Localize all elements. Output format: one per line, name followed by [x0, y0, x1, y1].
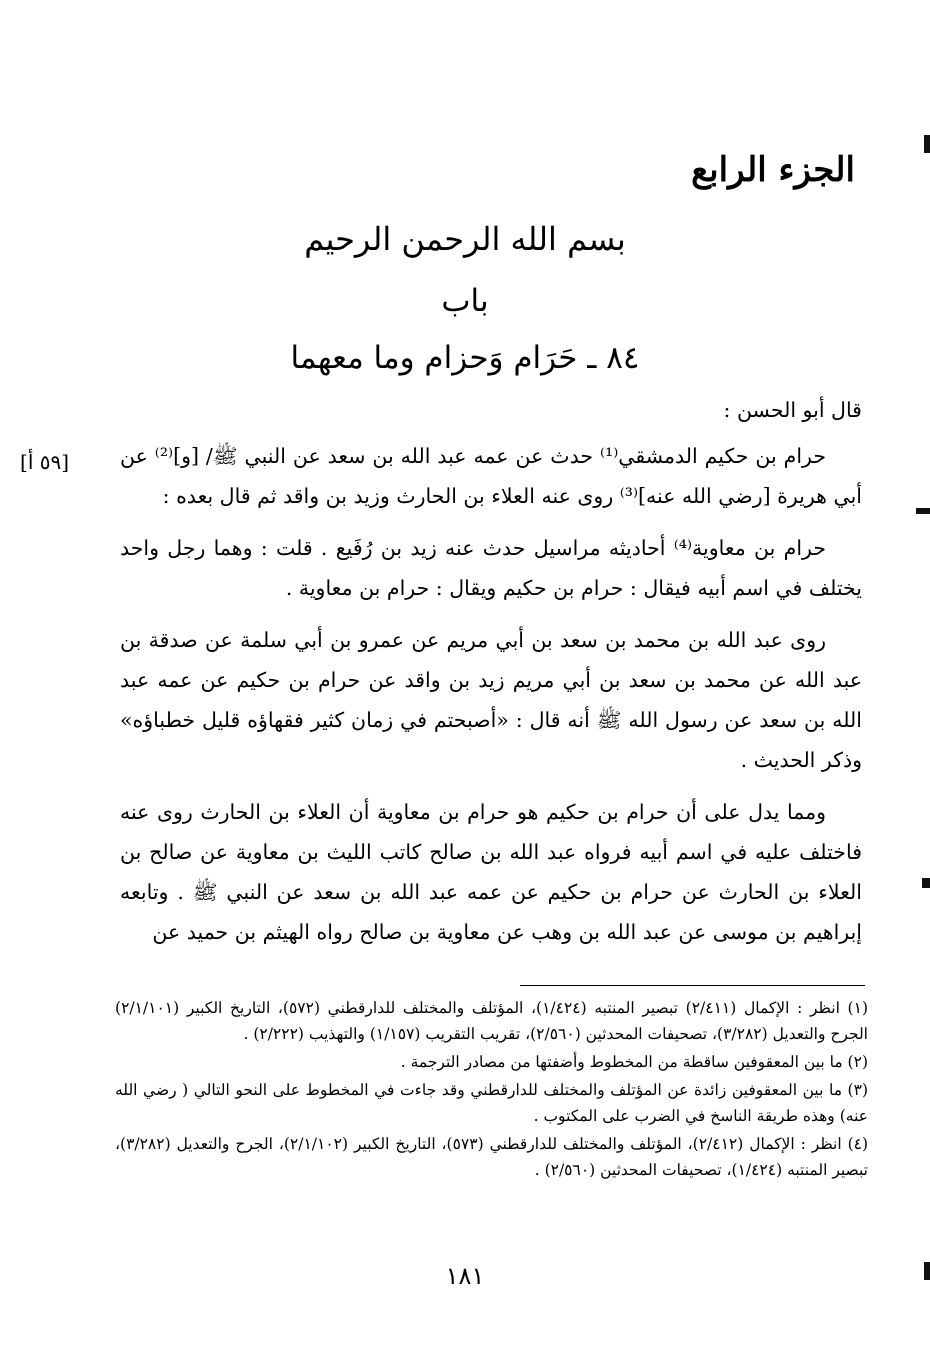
- main-text: [120, 390, 862, 952]
- basmala: بسم الله الرحمن الرحيم: [304, 220, 626, 258]
- footnote-4: (٤) انظر : الإكمال (٢/٤١٢)، المؤتلف والمختلف للدارقطني (٥٧٣)، التاريخ الكبير (٢/١/١٠٢)، الجرح والتعديل (٣/٢٨٢)، تبصير المنتبه (١/٤٢٤)، تصحيفات المحدثين (٢/٥٦٠) .: [115, 1135, 869, 1179]
- paragraph-2: حرام بن معاوية⁽⁴⁾ أحاديثه مراسيل حدث عنه زيد بن رُفَيع . قلت : وهما رجل واحد يختلف في اسم أبيه فيقال : حرام بن حكيم ويقال : حرام بن معاوية .: [120, 536, 862, 600]
- bab-heading: باب: [441, 283, 489, 319]
- paragraph-3: روى عبد الله بن محمد بن سعد بن أبي مريم عن عمرو بن أبي سلمة عن صدقة بن عبد الله عن محمد بن سعد بن أبي مريم زيد بن واقد عن حرام بن حكيم عن عمه عبد الله بن سعد عن رسول الله ﷺ أنه قال : «أصبحتم في زمان كثير فقهاؤه قليل خطباؤه» وذكر الحديث .: [120, 628, 862, 772]
- paragraph-4: ومما يدل على أن حرام بن حكيم هو حرام بن معاوية أن العلاء بن الحارث روى عنه فاختلف عليه في اسم أبيه فرواه عبد الله بن صالح كاتب الليث بن معاوية عن صالح بن العلاء بن الحارث عن حرام بن حكيم عن عمه عبد الله بن سعد عن النبي ﷺ . وتابعه إبراهيم بن موسى عن عبد الله بن وهب عن معاوية بن صالح رواه الهيثم بن حميد عن: [120, 800, 862, 944]
- part-title: الجزء الرابع: [691, 150, 855, 190]
- paragraph-1: حرام بن حكيم الدمشقي⁽¹⁾ حدث عن عمه عبد الله بن سعد عن النبي ﷺ/ [و]⁽²⁾ عن أبي هريرة [رضي الله عنه]⁽³⁾ روى عنه العلاء بن الحارث وزيد بن واقد ثم قال بعده :: [120, 444, 862, 508]
- footnotes: [115, 995, 868, 1185]
- footnote-2: (٢) ما بين المعقوفين ساقطة من المخطوط وأضفتها من مصادر الترجمة .: [400, 1053, 868, 1071]
- page-number: ١٨١: [445, 1262, 485, 1290]
- scan-edge-mark: [916, 508, 930, 514]
- scan-edge-mark: [924, 1262, 930, 1280]
- footnote-3: (٣) ما بين المعقوفين زائدة عن المؤتلف والمختلف للدارقطني وقد جاءت في المخطوط على النحو التالي ( رضي الله عنه) وهذه طريقة الناسخ في الضرب على المكتوب .: [115, 1081, 868, 1125]
- chapter-title: ٨٤ ـ حَرَام وَحزام وما معهما: [290, 340, 640, 376]
- scan-edge-mark: [922, 878, 930, 888]
- intro-line: قال أبو الحسن :: [723, 398, 862, 422]
- scan-edge-mark: [924, 135, 930, 153]
- footnote-1: (١) انظر : الإكمال (٢/٤١١) تبصير المنتبه (١/٤٢٤)، المؤتلف والمختلف للدارقطني (٥٧٢)، التاريخ الكبير (٢/١/١٠١) الجرح والتعديل (٣/٢٨٢)، تصحيفات المحدثين (٢/٥٦٠)، تقريب التقريب (١/١٥٧) والتهذيب (٢/٢٢٢) .: [115, 999, 868, 1043]
- manuscript-folio-ref: [٥٩ أ]: [20, 450, 70, 474]
- footnote-separator: [520, 985, 865, 986]
